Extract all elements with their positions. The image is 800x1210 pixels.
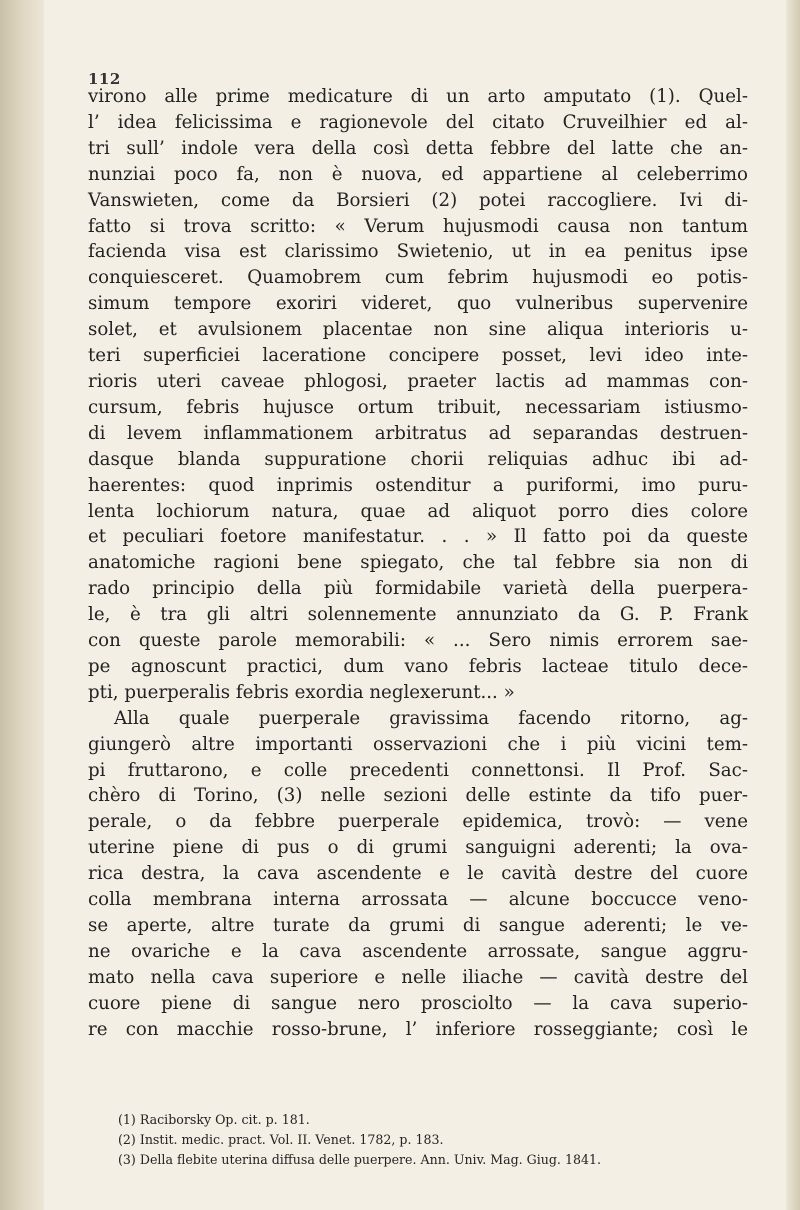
text-line: re con macchie rosso-brune, l’ inferiore rosseggiante; così le (88, 1018, 748, 1040)
text-line: teri superficiei laceratione concipere posset, levi ideo inte- (88, 345, 748, 367)
text-line: chèro di Torino, (3) nelle sezioni delle estinte da tifo puer- (88, 785, 748, 807)
text-line: solet, et avulsionem placentae non sine aliqua interioris u- (88, 319, 748, 341)
footnote: (2) Instit. medic. pract. Vol. II. Venet. 1782, p. 183. (118, 1132, 444, 1147)
footnote: (3) Della flebite uterina diffusa delle puerpere. Ann. Univ. Mag. Giug. 1841. (118, 1152, 601, 1167)
binding-gutter (0, 0, 44, 1210)
text-line: se aperte, altre turate da grumi di sangue aderenti; le ve- (88, 915, 748, 936)
text-line: nunziai poco fa, non è nuova, ed appartiene al celeberrimo (88, 163, 748, 185)
text-line: pe agnoscunt practici, dum vano febris lacteae titulo dece- (88, 655, 748, 677)
text-line: uterine piene di pus o di grumi sanguigni aderenti; la ova- (88, 837, 748, 859)
text-line: Vanswieten, come da Borsieri (2) potei raccogliere. Ivi di- (88, 189, 748, 211)
text-line: con queste parole memorabili: « ... Sero nimis errorem sae- (88, 630, 748, 652)
text-line: tri sull’ indole vera della così detta febbre del latte che an- (88, 137, 748, 159)
text-line: cuore piene di sangue nero prosciolto — la cava superio- (88, 992, 748, 1014)
text-line: giungerò altre importanti osservazioni che i più vicini tem- (88, 733, 748, 755)
page-edge (786, 0, 800, 1210)
text-line: facienda visa est clarissimo Swietenio, ut in ea penitus ipse (88, 241, 748, 263)
footnote: (1) Raciborsky Op. cit. p. 181. (118, 1112, 310, 1127)
text-line: ne ovariche e la cava ascendente arrossate, sangue aggru- (88, 940, 748, 962)
text-line: di levem inflammationem arbitratus ad separandas destruen- (88, 422, 748, 444)
text-line: pti, puerperalis febris exordia neglexerunt... » (88, 681, 515, 703)
text-line: haerentes: quod inprimis ostenditur a puriformi, imo puru- (88, 474, 748, 496)
text-line: conquiesceret. Quamobrem cum febrim hujusmodi eo potis- (88, 267, 748, 289)
text-line: anatomiche ragioni bene spiegato, che tal febbre sia non di (88, 552, 748, 574)
text-line: colla membrana interna arrossata — alcune boccucce veno- (88, 889, 748, 911)
text-line: rioris uteri caveae phlogosi, praeter lactis ad mammas con- (88, 370, 748, 392)
text-line: mato nella cava superiore e nelle iliache — cavità destre del (88, 966, 748, 988)
text-line: simum tempore exoriri videret, quo vulneribus supervenire (88, 293, 748, 315)
text-line: l’ idea felicissima e ragionevole del citato Cruveilhier ed al- (88, 111, 748, 133)
text-line: rica destra, la cava ascendente e le cavità destre del cuore (88, 863, 748, 885)
text-line: fatto si trova scritto: « Verum hujusmodi causa non tantum (88, 215, 748, 237)
page-number: 112 (88, 70, 121, 88)
text-line: dasque blanda suppuratione chorii reliquias adhuc ibi ad- (88, 448, 748, 470)
footnotes (118, 1110, 748, 1170)
text-line: virono alle prime medicature di un arto amputato (1). Quel- (88, 86, 748, 107)
text-line: le, è tra gli altri solennemente annunziato da G. P. Frank (88, 604, 748, 626)
text-line: perale, o da febbre puerperale epidemica, trovò: — vene (88, 811, 748, 833)
body-text (88, 84, 748, 1043)
text-line: pi fruttarono, e colle precedenti connettonsi. Il Prof. Sac- (88, 759, 748, 781)
text-line: rado principio della più formidabile varietà della puerpera- (88, 578, 748, 600)
text-line: lenta lochiorum natura, quae ad aliquot porro dies colore (88, 500, 748, 522)
text-line: cursum, febris hujusce ortum tribuit, necessariam istiusmo- (88, 396, 748, 418)
text-line: Alla quale puerperale gravissima facendo ritorno, ag- (114, 707, 748, 729)
text-line: et peculiari foetore manifestatur. . . » Il fatto poi da queste (88, 526, 748, 548)
